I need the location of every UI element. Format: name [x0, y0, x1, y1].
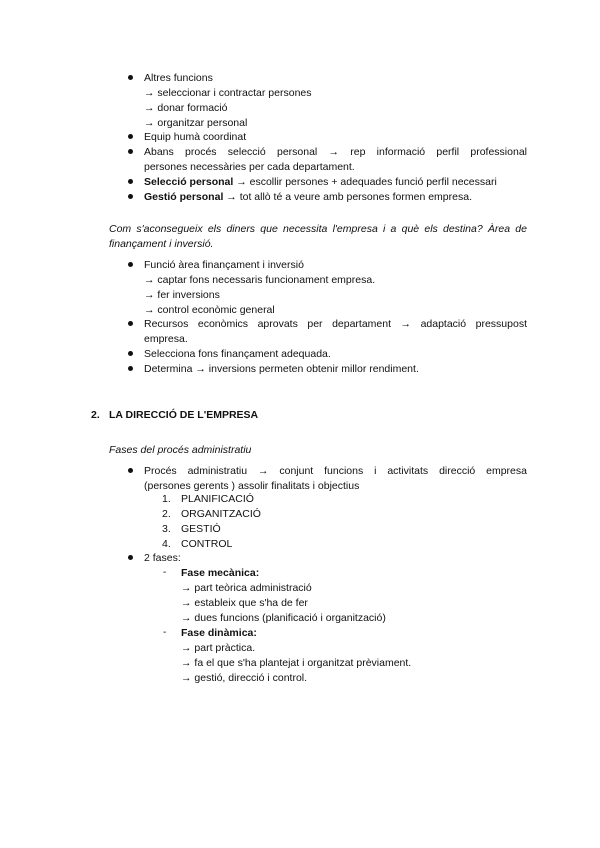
term-definition: → escollir persones + adequades funció perfil necessari: [233, 176, 497, 188]
list-item-2-fases: 2 fases:: [144, 552, 181, 564]
sub-item: → seleccionar i contractar persones: [144, 87, 312, 99]
numbered-marker: 3.: [162, 523, 171, 535]
sub-item: → organitzar personal: [144, 117, 248, 129]
section-question: Com s'aconsegueix els diners que necessita l'empresa i a què els destina? Àrea de: [109, 223, 527, 235]
section-question-continuation: finançament i inversió.: [109, 238, 214, 250]
sub-item: → part teòrica administració: [181, 582, 312, 594]
list-item-selecciona-fons: Selecciona fons finançament adequada.: [144, 348, 331, 360]
bullet-dot: [128, 134, 133, 139]
term-bold: Fase dinàmica:: [181, 627, 257, 639]
sub-item: → fa el que s'ha plantejat i organitzat prèviament.: [181, 657, 412, 669]
subsection-title: Fases del procés administratiu: [109, 444, 252, 456]
numbered-item: PLANIFICACIÓ: [181, 493, 254, 505]
list-item-continuation: (persones gerents ) assolir finalitats i objectius: [144, 480, 360, 492]
list-item-proces-administratiu: Procés administratiu → conjunt funcions i activitats direcció empresa: [144, 465, 527, 477]
bullet-dot: [128, 149, 133, 154]
fase-mecanica-title: [181, 566, 259, 580]
bullet-dot: [128, 321, 133, 326]
list-item-gestio-personal: [144, 190, 472, 204]
heading-title: LA DIRECCIÓ DE L'EMPRESA: [109, 409, 259, 421]
bullet-dot: [128, 366, 133, 371]
bullet-dot: [128, 75, 133, 80]
sub-item: → fer inversions: [144, 289, 220, 301]
term-bold: Gestió personal: [144, 191, 224, 203]
sub-item: → control econòmic general: [144, 304, 275, 316]
sub-item: → dues funcions (planificació i organització): [181, 612, 386, 624]
term-bold: Selecció personal: [144, 176, 234, 188]
sub-item: → estableix que s'ha de fer: [181, 597, 308, 609]
list-item-continuation: empresa.: [144, 333, 188, 345]
numbered-marker: 4.: [162, 538, 171, 550]
bullet-dot: [128, 194, 133, 199]
sub-item: → donar formació: [144, 102, 228, 114]
sub-item: → part pràctica.: [181, 642, 256, 654]
bullet-dot: [128, 468, 133, 473]
sub-item: → gestió, direcció i control.: [181, 672, 308, 684]
bullet-dot: [128, 351, 133, 356]
bullet-dot: [128, 179, 133, 184]
numbered-marker: 1.: [162, 493, 171, 505]
numbered-marker: 2.: [162, 508, 171, 520]
dash-marker: -: [163, 627, 167, 638]
list-item-altres-funcions: Altres funcions: [144, 72, 213, 84]
fase-dinamica-title: [181, 626, 257, 640]
list-item-recursos: Recursos econòmics aprovats per departament → adaptació pressupost: [144, 318, 527, 330]
list-item-proces-seleccio: Abans procés selecció personal → rep informació perfil professional: [144, 146, 527, 158]
sub-item: → captar fons necessaris funcionament empresa.: [144, 274, 376, 286]
bullet-dot: [128, 262, 133, 267]
term-bold: Fase mecànica:: [181, 567, 260, 579]
numbered-item: ORGANITZACIÓ: [181, 508, 261, 520]
list-item-funcio-area: Funció àrea finançament i inversió: [144, 259, 304, 271]
heading-number: 2.: [91, 409, 100, 421]
bullet-dot: [128, 555, 133, 560]
list-item-equip-huma: Equip humà coordinat: [144, 131, 247, 143]
list-item-determina: Determina → inversions permeten obtenir millor rendiment.: [144, 363, 419, 375]
list-item-seleccio-personal: [144, 175, 497, 189]
term-definition: → tot allò té a veure amb persones formen empresa.: [223, 191, 472, 203]
list-item-continuation: persones necessàries per cada departament.: [144, 161, 355, 173]
dash-marker: -: [163, 567, 167, 578]
numbered-item: GESTIÓ: [181, 523, 221, 535]
numbered-item: CONTROL: [181, 538, 233, 550]
